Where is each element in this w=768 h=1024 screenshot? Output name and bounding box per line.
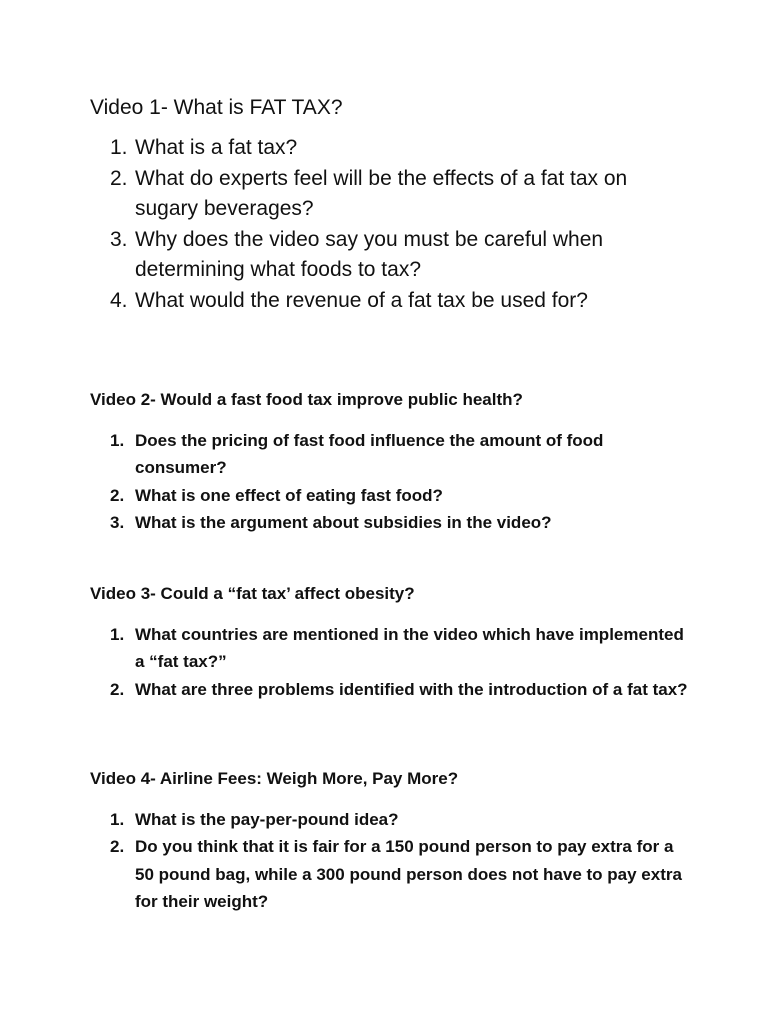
question-text: What is a fat tax? bbox=[135, 136, 298, 159]
section-video-3 bbox=[90, 584, 690, 703]
question-number: 1. bbox=[110, 136, 128, 159]
section-video-1 bbox=[90, 96, 690, 316]
question-number: 3. bbox=[110, 227, 128, 251]
section-heading: Video 3- Could a “fat tax’ affect obesity? bbox=[90, 584, 415, 603]
question-item bbox=[90, 482, 690, 509]
question-text: What is the argument about subsidies in the video? bbox=[135, 512, 552, 532]
question-item bbox=[90, 833, 690, 915]
question-text: Does the pricing of fast food influence the amount of food consumer? bbox=[135, 431, 604, 478]
section-heading: Video 1- What is FAT TAX? bbox=[90, 96, 343, 119]
question-number: 1. bbox=[110, 810, 125, 829]
question-number: 2. bbox=[110, 679, 125, 699]
question-item bbox=[90, 133, 690, 164]
question-number: 3. bbox=[110, 512, 125, 532]
question-list bbox=[90, 621, 690, 703]
section-video-4 bbox=[90, 769, 690, 915]
question-item bbox=[90, 225, 690, 286]
question-list bbox=[90, 133, 690, 316]
question-item bbox=[90, 427, 690, 482]
question-text: What would the revenue of a fat tax be used for? bbox=[135, 288, 588, 312]
question-item bbox=[90, 164, 690, 225]
question-number: 4. bbox=[110, 288, 128, 312]
question-text: Why does the video say you must be careful when determining what foods to tax? bbox=[135, 227, 604, 281]
question-number: 2. bbox=[110, 166, 128, 190]
question-item bbox=[90, 286, 690, 317]
question-text: Do you think that it is fair for a 150 pound person to pay extra for a 50 pound bag, while a 300 pound person does not have to pay extra for their weight? bbox=[135, 837, 682, 911]
question-text: What do experts feel will be the effects of a fat tax on sugary beverages? bbox=[135, 166, 628, 220]
question-item bbox=[90, 509, 690, 536]
question-text: What are three problems identified with the introduction of a fat tax? bbox=[135, 679, 688, 699]
section-heading: Video 2- Would a fast food tax improve public health? bbox=[90, 390, 523, 409]
question-number: 2. bbox=[110, 837, 125, 857]
question-text: What is one effect of eating fast food? bbox=[135, 485, 443, 505]
question-number: 1. bbox=[110, 625, 125, 644]
question-item bbox=[90, 676, 690, 703]
question-list bbox=[90, 806, 690, 915]
question-number: 1. bbox=[110, 431, 125, 450]
question-text: What is the pay-per-pound idea? bbox=[135, 810, 399, 829]
section-video-2 bbox=[90, 390, 690, 536]
question-number: 2. bbox=[110, 485, 125, 505]
question-text: What countries are mentioned in the video which have implemented a “fat tax?” bbox=[135, 625, 684, 672]
section-heading: Video 4- Airline Fees: Weigh More, Pay More? bbox=[90, 769, 459, 788]
question-list bbox=[90, 427, 690, 536]
question-item bbox=[90, 621, 690, 676]
question-item bbox=[90, 806, 690, 833]
